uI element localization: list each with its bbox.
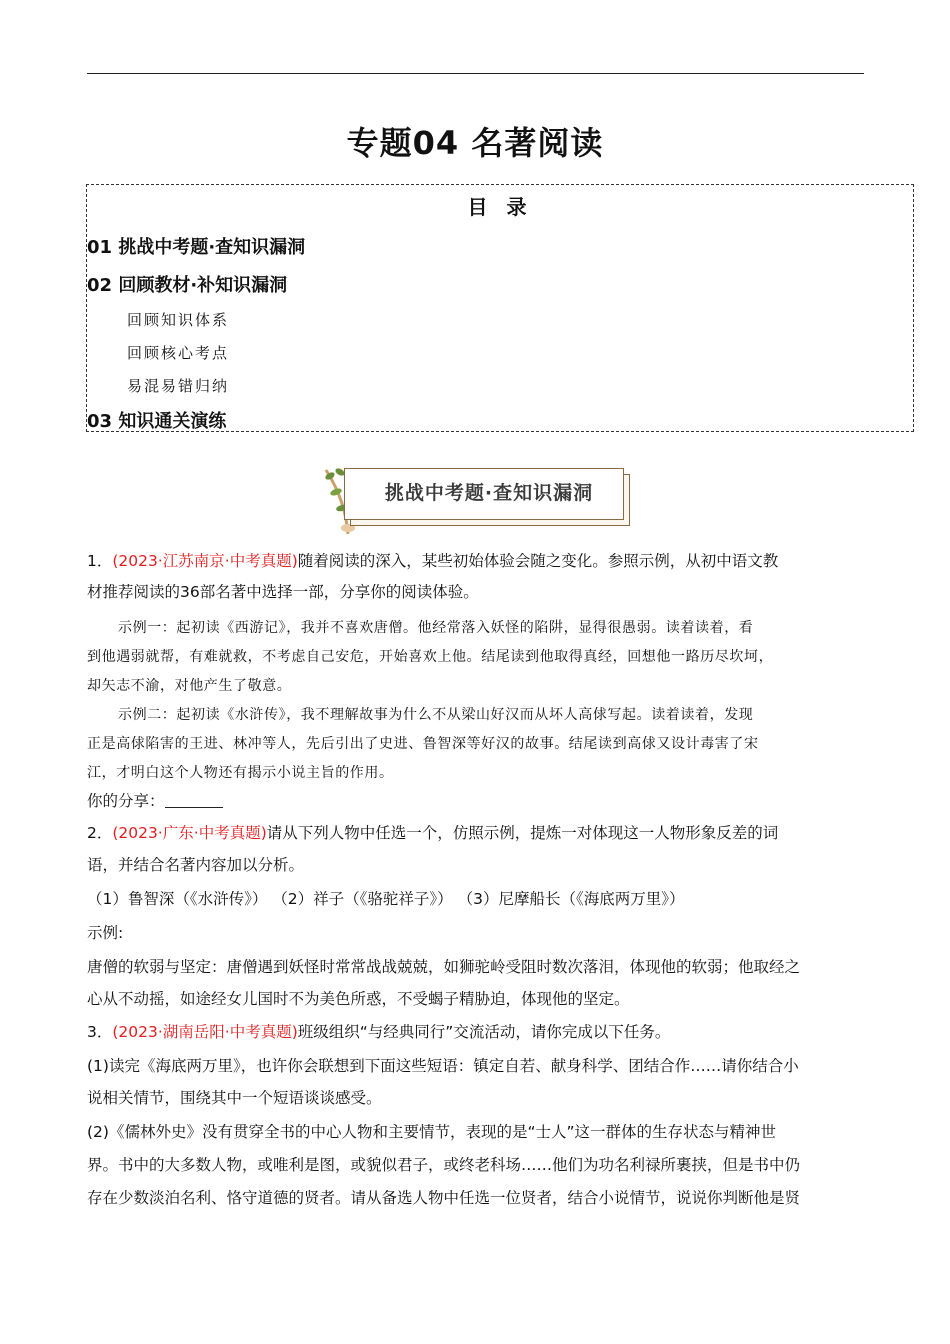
question-text: 请从下列人物中任选一个，仿照示例，提炼一对体现这一人物形象反差的词	[266, 824, 779, 842]
toc-subsection-1[interactable]: 回顾知识体系	[127, 311, 230, 329]
section-banner	[318, 462, 628, 536]
example-1-line-3: 却矢志不渝，对他产生了敬意。	[87, 678, 292, 694]
question-text: 随着阅读的深入，某些初始体验会随之变化。参照示例，从初中语文教	[297, 552, 779, 570]
task-2-line-1: (2)《儒林外史》没有贯穿全书的中心人物和主要情节，表现的是“士人”这一群体的生存状态与精神世	[87, 1123, 777, 1141]
header-rule	[87, 73, 864, 74]
question-2-line-2: 语，并结合名著内容加以分析。	[87, 856, 305, 874]
example-2-line-1: 示例二：起初读《水浒传》，我不理解故事为什么不从梁山好汉而从坏人高俅写起。读着读着，发现	[118, 707, 754, 723]
question-1-line-2: 材推荐阅读的36部名著中选择一部，分享你的阅读体验。	[87, 583, 479, 601]
question-number: 1．	[87, 552, 113, 570]
task-1-line-2: 说相关情节，围绕其中一个短语谈谈感受。	[87, 1089, 382, 1107]
question-source: (2023·江苏南京·中考真题)	[112, 552, 298, 570]
example-1-line-2: 到他遇弱就帮，有难就救，不考虑自己安危，开始喜欢上他。结尾读到他取得真经，回想他一路历尽坎坷，	[87, 649, 774, 665]
question-2-options: （1）鲁智深（《水浒传》） （2）祥子（《骆驼祥子》） （3）尼摩船长（《海底两万里》）	[87, 890, 685, 908]
banner-title: 挑战中考题·查知识漏洞	[384, 482, 594, 504]
question-source: (2023·湖南岳阳·中考真题)	[112, 1023, 298, 1041]
example-line-1: 唐僧的软弱与坚定：唐僧遇到妖怪时常常战战兢兢，如狮驼岭受阻时数次落泪，体现他的软弱；他取经之	[87, 958, 801, 976]
toc-section-3[interactable]: 03 知识通关演练	[87, 411, 227, 432]
share-label: 你的分享：	[87, 792, 165, 810]
example-label: 示例:	[87, 924, 124, 942]
example-line-2: 心从不动摇，如途经女儿国时不为美色所惑，不受蝎子精胁迫，体现他的坚定。	[87, 990, 630, 1008]
question-text: 班级组织“与经典同行”交流活动，请你完成以下任务。	[297, 1023, 671, 1041]
example-2-line-3: 江，才明白这个人物还有揭示小说主旨的作用。	[87, 765, 394, 781]
task-2-line-2: 界。书中的大多数人物，或唯利是图，或貌似君子，或终老科场……他们为功名利禄所裹挟，但是书中仍	[87, 1156, 801, 1174]
task-2-line-3: 存在少数淡泊名利、恪守道德的贤者。请从备选人物中任选一位贤者，结合小说情节，说说你判断他是贤	[87, 1189, 801, 1207]
example-2-line-2: 正是高俅陷害的王进、林冲等人，先后引出了史进、鲁智深等好汉的故事。结尾读到高俅又设计毒害了宋	[87, 736, 759, 752]
question-number: 2．	[87, 824, 113, 842]
toc-section-2[interactable]: 02 回顾教材·补知识漏洞	[87, 275, 288, 296]
toc-subsection-2[interactable]: 回顾核心考点	[127, 344, 230, 362]
question-number: 3．	[87, 1023, 113, 1041]
answer-blank[interactable]	[165, 793, 223, 808]
question-source: (2023·广东·中考真题)	[112, 824, 267, 842]
question-3-line-1	[87, 1017, 867, 1048]
table-of-contents	[86, 184, 914, 432]
question-1-line-1	[87, 546, 867, 577]
share-line	[87, 786, 867, 817]
toc-heading: 目 录	[467, 195, 533, 219]
toc-subsection-3[interactable]: 易混易错归纳	[127, 377, 230, 395]
task-1-line-1: (1)读完《海底两万里》，也许你会联想到下面这些短语：镇定自若、献身科学、团结合作……请你结合小	[87, 1057, 799, 1075]
question-2-line-1	[87, 818, 867, 849]
page-title: 专题04 名著阅读	[346, 124, 604, 162]
example-1-line-1: 示例一：起初读《西游记》，我并不喜欢唐僧。他经常落入妖怪的陷阱，显得很愚弱。读着读着，看	[118, 620, 754, 636]
toc-section-1[interactable]: 01 挑战中考题·查知识漏洞	[87, 237, 306, 258]
